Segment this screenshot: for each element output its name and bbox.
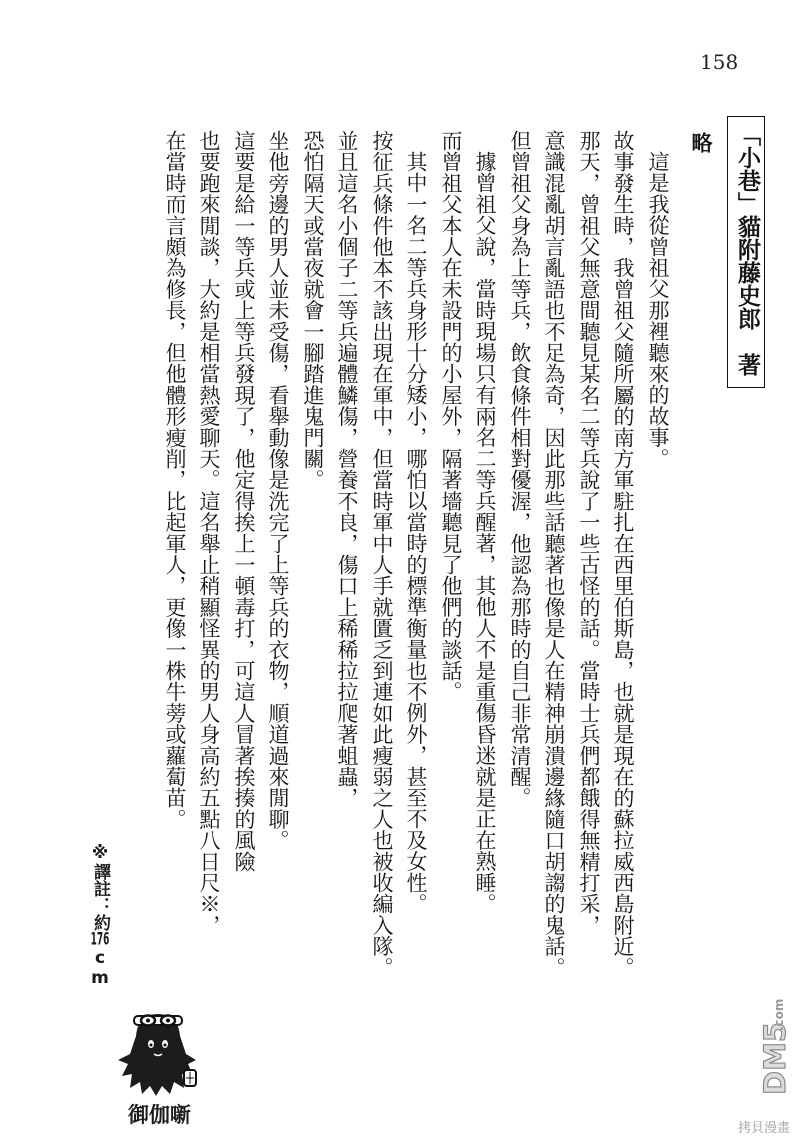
body-column: 恐怕隔天或當夜就會一腳踏進鬼門關。: [301, 130, 325, 491]
translator-note-prefix: ※譯註：約: [90, 843, 110, 931]
body-column: 在當時而言頗為修長，但他體形瘦削，比起軍人，更像一株牛蒡或蘿蔔苗。: [163, 130, 187, 830]
mascot-caption: 御伽噺: [128, 1102, 191, 1127]
work-title: 「小巷」: [734, 123, 761, 215]
body-column: 其中一名二等兵身形十分矮小，哪怕以當時的標準衡量也不例外，甚至不及女性。: [404, 151, 428, 915]
body-column: 而曾祖父本人在未設門的小屋外，隔著墻聽見了他們的談話。: [439, 130, 463, 703]
page-number: 158: [700, 50, 739, 74]
author-credit: 著: [734, 353, 761, 376]
body-column: 並且這名小個子二等兵遍體鱗傷，營養不良，傷口上稀稀拉拉爬著蛆蟲，: [335, 130, 359, 809]
scanlator-watermark: 拷貝漫畫: [738, 1121, 791, 1136]
translator-note-number: 176: [90, 931, 110, 948]
body-column: 據曾祖父說，當時現場只有兩名二等兵醒著，其他人不是重傷昏迷就是正在熟睡。: [473, 151, 497, 915]
body-column: 這要是給一等兵或上等兵發現了，他定得挨上一頓毒打，可這人冒著挨揍的風險: [232, 130, 256, 872]
body-column: 按征兵條件他本不該出現在軍中，但當時軍中人手就匱乏到連如此瘦弱之人也被收編入隊。: [370, 130, 394, 978]
body-column: 也要跑來閒談，大約是相當熱愛聊天。這名舉止稍顯怪異的男人身高約五點八日尺※，: [197, 130, 221, 936]
author-name: 貓附藤史郎: [734, 215, 761, 330]
translator-note-unit: cm: [90, 948, 110, 988]
section-mark: 略: [689, 132, 714, 154]
body-column: 故事發生時，我曾祖父隨所屬的南方軍駐扎在西里伯斯島，也就是現在的蘇拉威西島附近。: [611, 130, 635, 978]
site-watermark-logo: DM5: [758, 1021, 792, 1095]
body-column: 這是我從曾祖父那裡聽來的故事。: [646, 151, 670, 469]
body-column: 坐他旁邊的男人並未受傷，看舉動像是洗完了上等兵的衣物，順道過來閒聊。: [266, 130, 290, 851]
body-column: 意識混亂胡言亂語也不足為奇，因此那些話聽著也像是人在精神崩潰邊緣隨口胡謅的鬼話。: [542, 130, 566, 978]
translator-note: [88, 843, 112, 988]
goggled-creature-mascot-icon: [112, 1002, 204, 1100]
title-box: [727, 116, 765, 388]
body-column: 但曾祖父身為上等兵，飲食條件相對優渥，他認為那時的自己非常清醒。: [508, 130, 532, 809]
body-column: 那天，曾祖父無意間聽見某名二等兵說了一些古怪的話。當時士兵們都餓得無精打采，: [577, 130, 601, 936]
site-watermark: [752, 998, 794, 1098]
site-watermark-suffix: .com: [772, 998, 786, 1031]
